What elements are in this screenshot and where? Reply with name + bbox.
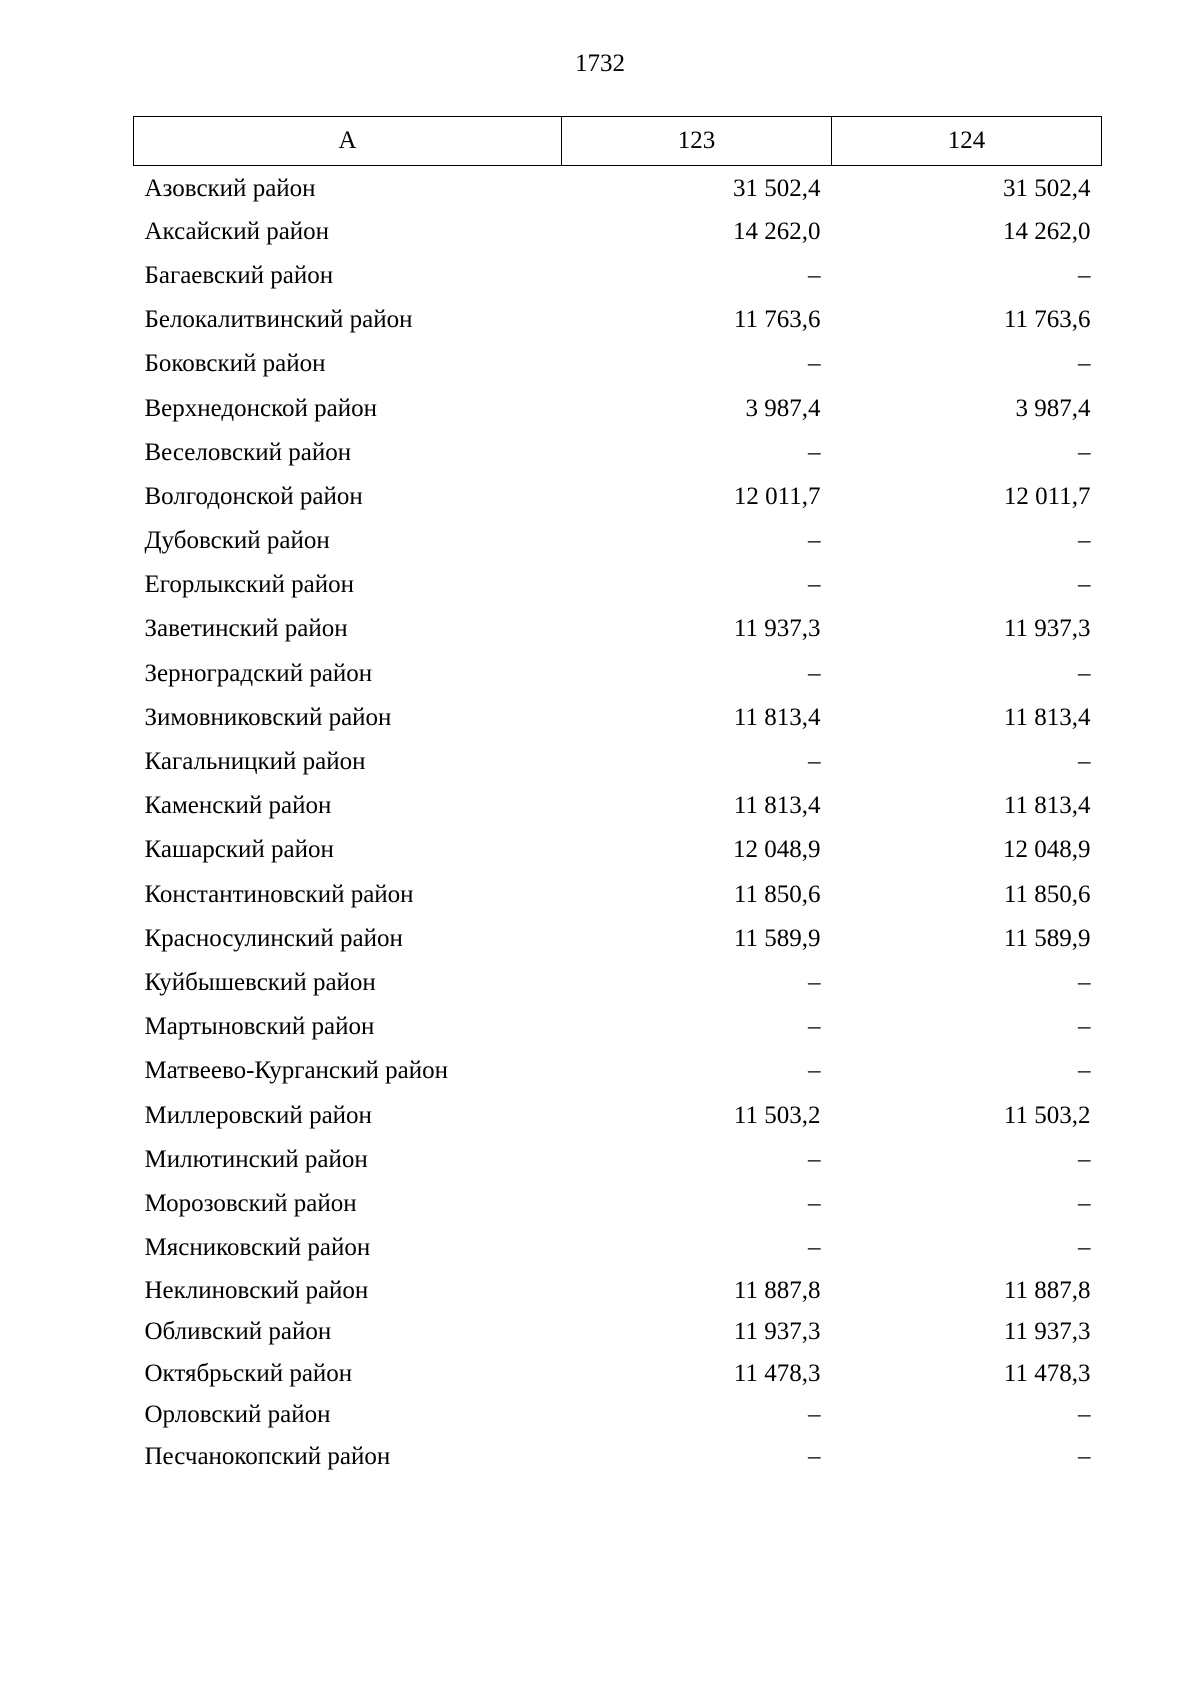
value-123: – [808, 1189, 821, 1217]
value-124: 11 589,9 [1003, 924, 1091, 952]
table-row [134, 166, 1102, 210]
table-row [134, 652, 1102, 696]
value-124: 31 502,4 [1003, 175, 1091, 203]
table-row [134, 210, 1102, 254]
district-name: Боковский район [144, 350, 326, 378]
value-124: 11 813,4 [1003, 703, 1091, 731]
district-name: Мясниковский район [144, 1234, 371, 1262]
table-row [134, 1005, 1102, 1049]
district-name: Зимовниковский район [144, 703, 392, 731]
table-row [134, 873, 1102, 917]
value-124: – [1078, 1057, 1091, 1085]
district-name: Куйбышевский район [144, 968, 376, 996]
value-123: 11 503,2 [733, 1101, 821, 1129]
value-124: 11 503,2 [1003, 1101, 1091, 1129]
district-name: Азовский район [144, 175, 316, 203]
value-124: – [1078, 1145, 1091, 1173]
table-row [134, 1093, 1102, 1137]
column-header-123: 123 [562, 117, 832, 166]
value-124: 3 987,4 [1015, 394, 1091, 422]
table-row [134, 431, 1102, 475]
table-body [134, 166, 1102, 1478]
value-124: – [1078, 350, 1091, 378]
value-123: 11 763,6 [733, 306, 821, 334]
table-row [134, 519, 1102, 563]
district-name: Каменский район [144, 792, 332, 820]
table-row [134, 1436, 1102, 1478]
value-124: 11 937,3 [1003, 615, 1091, 643]
data-table [133, 116, 1102, 1478]
table-row [134, 386, 1102, 430]
table-row [134, 607, 1102, 651]
table-row [134, 342, 1102, 386]
value-124: – [1078, 1234, 1091, 1262]
value-123: – [808, 350, 821, 378]
district-name: Морозовский район [144, 1189, 357, 1217]
district-name: Октябрьский район [144, 1359, 353, 1387]
value-123: 11 887,8 [733, 1276, 821, 1304]
table-header [134, 117, 1102, 166]
value-123: – [808, 1057, 821, 1085]
table-row [134, 828, 1102, 872]
value-123: 11 589,9 [733, 924, 821, 952]
table-row [134, 1270, 1102, 1312]
table-row [134, 740, 1102, 784]
district-name: Егорлыкский район [144, 571, 354, 599]
district-name: Мартыновский район [144, 1013, 375, 1041]
table-row [134, 475, 1102, 519]
district-name: Кагальницкий район [144, 748, 366, 776]
value-124: – [1078, 261, 1091, 289]
table-row [134, 254, 1102, 298]
value-123: 14 262,0 [733, 217, 821, 245]
value-123: 11 937,3 [733, 615, 821, 643]
table-row [134, 961, 1102, 1005]
table-row [134, 917, 1102, 961]
column-header-124: 124 [832, 117, 1102, 166]
district-name: Орловский район [144, 1401, 331, 1429]
table-row [134, 1353, 1102, 1395]
value-123: – [808, 571, 821, 599]
value-123: – [808, 1401, 821, 1429]
district-name: Матвеево-Курганский район [144, 1057, 449, 1085]
value-124: 11 887,8 [1003, 1276, 1091, 1304]
table-row [134, 784, 1102, 828]
value-124: 12 011,7 [1003, 482, 1091, 510]
table-row [134, 1395, 1102, 1437]
district-name: Неклиновский район [144, 1276, 369, 1304]
value-123: 11 478,3 [733, 1359, 821, 1387]
district-name: Миллеровский район [144, 1101, 372, 1129]
table-row [134, 1049, 1102, 1093]
district-name: Веселовский район [144, 438, 352, 466]
value-123: 12 011,7 [733, 482, 821, 510]
value-123: – [808, 1013, 821, 1041]
value-124: 11 937,3 [1003, 1318, 1091, 1346]
value-124: 14 262,0 [1003, 217, 1091, 245]
table-row [134, 696, 1102, 740]
value-123: – [808, 527, 821, 555]
value-124: 11 763,6 [1003, 306, 1091, 334]
district-name: Кашарский район [144, 836, 334, 864]
value-123: – [808, 1442, 821, 1470]
district-name: Красносулинский район [144, 924, 403, 952]
district-name: Багаевский район [144, 261, 334, 289]
district-name: Белокалитвинский район [144, 306, 413, 334]
district-name: Заветинский район [144, 615, 348, 643]
district-name: Песчанокопский район [144, 1442, 391, 1470]
page-number: 1732 [575, 50, 625, 77]
value-124: – [1078, 659, 1091, 687]
district-name: Верхнедонской район [144, 394, 377, 422]
table-row [134, 298, 1102, 342]
value-124: – [1078, 571, 1091, 599]
value-123: 31 502,4 [733, 175, 821, 203]
value-123: 12 048,9 [733, 836, 821, 864]
value-124: 11 813,4 [1003, 792, 1091, 820]
value-124: – [1078, 1013, 1091, 1041]
district-name: Константиновский район [144, 880, 414, 908]
district-name: Дубовский район [144, 527, 330, 555]
value-123: 3 987,4 [745, 394, 821, 422]
value-124: – [1078, 438, 1091, 466]
value-124: – [1078, 1189, 1091, 1217]
district-name: Милютинский район [144, 1145, 368, 1173]
value-124: 12 048,9 [1003, 836, 1091, 864]
value-123: – [808, 1145, 821, 1173]
value-123: 11 813,4 [733, 792, 821, 820]
value-124: – [1078, 1401, 1091, 1429]
value-123: – [808, 748, 821, 776]
value-124: 11 850,6 [1003, 880, 1091, 908]
value-124: – [1078, 1442, 1091, 1470]
district-name: Волгодонской район [144, 482, 363, 510]
value-124: – [1078, 968, 1091, 996]
value-123: – [808, 261, 821, 289]
value-123: 11 937,3 [733, 1318, 821, 1346]
value-123: – [808, 438, 821, 466]
table-row [134, 563, 1102, 607]
value-124: – [1078, 748, 1091, 776]
district-name: Зерноградский район [144, 659, 373, 687]
table-row [134, 1312, 1102, 1354]
value-123: – [808, 659, 821, 687]
table-row [134, 1138, 1102, 1182]
value-124: 11 478,3 [1003, 1359, 1091, 1387]
value-123: – [808, 1234, 821, 1262]
value-123: – [808, 968, 821, 996]
district-name: Аксайский район [144, 217, 330, 245]
value-123: 11 850,6 [733, 880, 821, 908]
value-124: – [1078, 527, 1091, 555]
district-name: Обливский район [144, 1318, 332, 1346]
column-header-a: А [134, 117, 562, 166]
value-123: 11 813,4 [733, 703, 821, 731]
table-row [134, 1182, 1102, 1226]
table-row [134, 1226, 1102, 1270]
header-row [134, 117, 1102, 166]
